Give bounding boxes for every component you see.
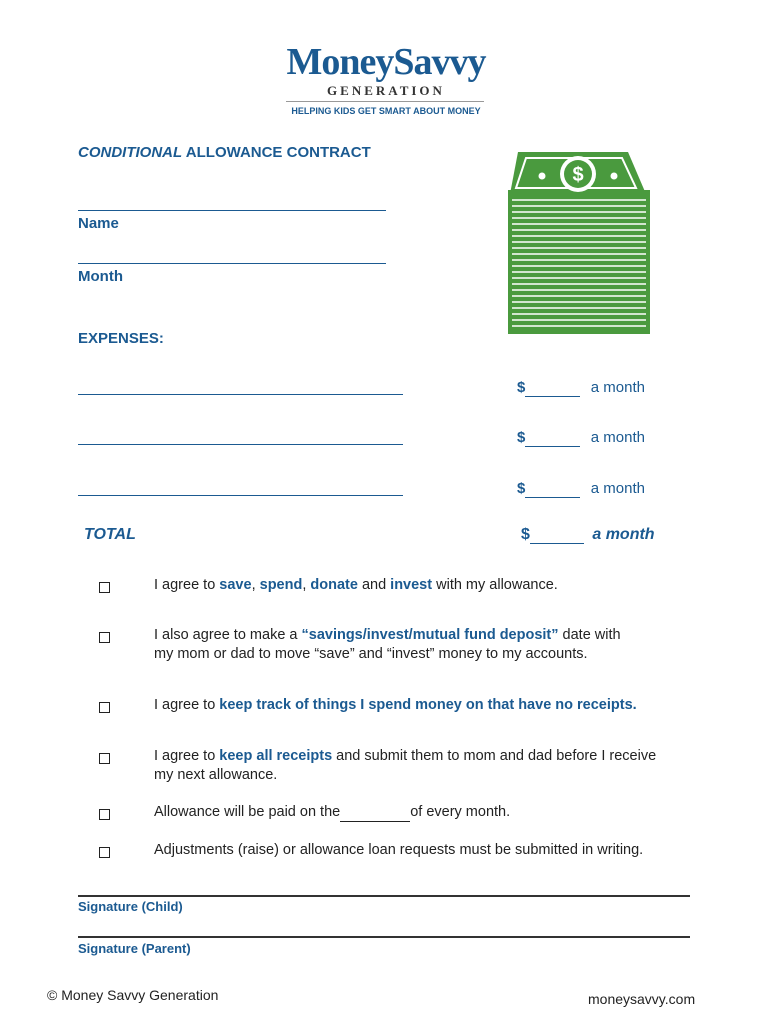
dollar-sign: $ [517, 379, 526, 396]
logo [286, 40, 486, 120]
month-line[interactable] [78, 263, 386, 264]
agreement-checkbox-6[interactable] [99, 847, 110, 858]
total-label: TOTAL [84, 526, 136, 543]
money-stack-icon [506, 150, 652, 336]
amount-blank[interactable] [525, 382, 580, 397]
logo-rule [286, 101, 484, 102]
agreement-text-4: I agree to keep all receipts and submit them to mom and dad before I receive my next allowance. [154, 748, 657, 783]
parent-signature-label: Signature (Parent) [78, 941, 191, 956]
child-signature-line[interactable] [78, 895, 690, 897]
agreement-text-2: I also agree to make a “savings/invest/mutual fund deposit” date with my mom or dad to move “save” and “invest” money to my accounts. [154, 627, 621, 662]
month-suffix: a month [590, 480, 645, 497]
footer-copyright: © Money Savvy Generation [47, 987, 219, 1003]
logo-generation: GENERATION [327, 83, 445, 98]
logo-wordmark: MoneySavvy [286, 41, 486, 83]
footer-website[interactable]: moneysavvy.com [588, 991, 696, 1007]
agreement-checkbox-4[interactable] [99, 753, 110, 764]
agreement-checkbox-2[interactable] [99, 632, 110, 643]
contract-title [78, 144, 371, 161]
dollar-sign: $ [517, 429, 526, 446]
name-label: Name [78, 215, 119, 232]
agreement-text-1: I agree to save, spend, donate and invest with my allowance. [154, 577, 558, 593]
svg-text:$: $ [572, 164, 584, 186]
agreement-text-5: Allowance will be paid on the of every month. [154, 804, 511, 820]
expense-amount-1[interactable] [517, 379, 645, 397]
agreement-checkbox-3[interactable] [99, 702, 110, 713]
expenses-heading: EXPENSES: [78, 330, 164, 347]
amount-blank[interactable] [530, 529, 584, 544]
name-line[interactable] [78, 210, 386, 211]
agreement-text-6: Adjustments (raise) or allowance loan requests must be submitted in writing. [154, 842, 644, 858]
parent-signature-line[interactable] [78, 936, 690, 938]
expense-line-3[interactable] [78, 495, 403, 496]
expense-amount-3[interactable] [517, 480, 645, 498]
child-signature-label: Signature (Child) [78, 899, 183, 914]
amount-blank[interactable] [525, 432, 580, 447]
title-rest: ALLOWANCE CONTRACT [182, 144, 371, 161]
dollar-sign: $ [521, 526, 530, 543]
payday-blank[interactable] [340, 807, 410, 822]
dollar-sign: $ [517, 480, 526, 497]
amount-blank[interactable] [525, 483, 580, 498]
month-label: Month [78, 268, 123, 285]
agreement-checkbox-1[interactable] [99, 582, 110, 593]
month-suffix: a month [590, 429, 645, 446]
agreement-text-3: I agree to keep track of things I spend money on that have no receipts. [154, 697, 637, 713]
expense-amount-2[interactable] [517, 429, 645, 447]
title-italic: CONDITIONAL [78, 144, 183, 161]
month-suffix: a month [592, 526, 655, 543]
logo-tagline: HELPING KIDS GET SMART ABOUT MONEY [291, 106, 481, 116]
agreement-checkbox-5[interactable] [99, 809, 110, 820]
expense-line-1[interactable] [78, 394, 403, 395]
expense-line-2[interactable] [78, 444, 403, 445]
month-suffix: a month [590, 379, 645, 396]
total-amount[interactable] [521, 526, 655, 544]
